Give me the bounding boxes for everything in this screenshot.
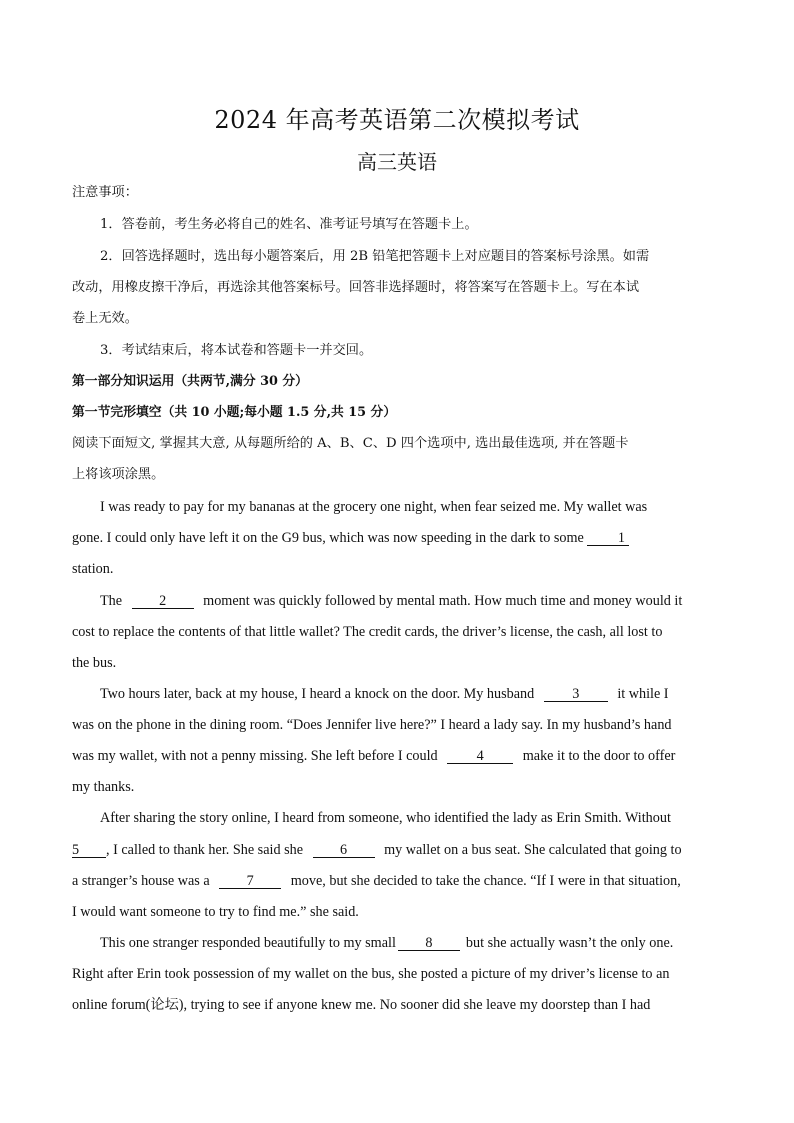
blank-6[interactable]: 6 — [313, 843, 375, 858]
passage-p2-line1 — [100, 593, 682, 609]
passage-text: make it to the door to offer — [522, 748, 676, 764]
passage-text: , I called to thank her. She said she — [106, 842, 303, 858]
notice-heading: 注意事项： — [72, 185, 138, 200]
passage-text: my wallet on a bus seat. She calculated that going to — [384, 842, 682, 858]
passage-text: Two hours later, back at my house, I heard a knock on the door. My husband — [100, 686, 535, 702]
blank-5[interactable]: 5 — [72, 843, 106, 858]
instructions-line-2: 上将该项涂黑。 — [72, 467, 165, 482]
blank-2[interactable]: 2 — [132, 594, 194, 609]
passage-p2-line3: the bus. — [72, 655, 117, 671]
passage-p1-line1: I was ready to pay for my bananas at the grocery one night, when fear seized me. My wallet was — [100, 499, 648, 515]
passage-text: move, but she decided to take the chance. “If I were in that situation, — [290, 873, 681, 889]
passage-p3-line4: my thanks. — [72, 779, 135, 795]
instructions-line-1: 阅读下面短文, 掌握其大意, 从每题所给的 A、B、C、D 四个选项中, 选出最佳选项, 并在答题卡 — [72, 436, 629, 451]
exam-title: 2024 年高考英语第二次模拟考试 — [214, 106, 580, 134]
blank-4[interactable]: 4 — [447, 749, 513, 764]
passage-text: it while I — [617, 686, 669, 702]
blank-8[interactable]: 8 — [398, 936, 460, 951]
passage-p3-line3 — [72, 748, 675, 764]
notice-item-2: 2．回答选择题时，选出每小题答案后，用 2B 铅笔把答题卡上对应题目的答案标号涂黑。如需 — [100, 249, 650, 264]
passage-p3-line2: was on the phone in the dining room. “Does Jennifer live here?” I heard a lady say. In my husband’s hand — [72, 717, 672, 733]
passage-p5-line1 — [100, 935, 673, 951]
notice-item-2-end: 卷上无效。 — [72, 311, 138, 326]
passage-text: but she actually wasn’t the only one. — [465, 935, 674, 951]
passage-text: This one stranger responded beautifully to my small — [100, 935, 396, 951]
passage-p4-line4: I would want someone to try to find me.” she said. — [72, 904, 359, 920]
notice-item-2-cont: 改动，用橡皮擦干净后，再选涂其他答案标号。回答非选择题时，将答案写在答题卡上。写在本试 — [72, 280, 640, 295]
section1-heading: 第一节完形填空（共 10 小题;每小题 1.5 分,共 15 分） — [72, 405, 397, 420]
passage-text: gone. I could only have left it on the G9 bus, which was now speeding in the dark to some — [72, 530, 584, 546]
blank-1[interactable]: 1 — [587, 531, 629, 546]
passage-text: a stranger’s house was a — [72, 873, 210, 889]
passage-p1-line2 — [72, 530, 629, 546]
passage-text: The — [100, 593, 123, 609]
passage-text: moment was quickly followed by mental math. How much time and money would it — [203, 593, 683, 609]
blank-3[interactable]: 3 — [544, 687, 608, 702]
exam-subtitle: 高三英语 — [357, 150, 437, 174]
notice-item-1: 1．答卷前，考生务必将自己的姓名、准考证号填写在答题卡上。 — [100, 217, 478, 232]
passage-p4-line1: After sharing the story online, I heard from someone, who identified the lady as Erin Smith. Without — [100, 810, 671, 826]
passage-p5-line2: Right after Erin took possession of my wallet on the bus, she posted a picture of my driver’s license to an — [72, 966, 670, 982]
part1-heading: 第一部分知识运用（共两节,满分 30 分） — [72, 374, 308, 389]
passage-p1-line3: station. — [72, 561, 114, 577]
passage-text: was my wallet, with not a penny missing. She left before I could — [72, 748, 438, 764]
passage-p3-line1 — [100, 686, 669, 702]
passage-p4-line2 — [72, 842, 682, 858]
blank-7[interactable]: 7 — [219, 874, 281, 889]
passage-p5-line3: online forum(论坛), trying to see if anyone knew me. No sooner did she leave my doorstep than I had — [72, 997, 651, 1013]
passage-p4-line3 — [72, 873, 681, 889]
notice-item-3: 3．考试结束后，将本试卷和答题卡一并交回。 — [100, 343, 373, 358]
passage-p2-line2: cost to replace the contents of that little wallet? The credit cards, the driver’s license, the cash, all lost to — [72, 624, 663, 640]
